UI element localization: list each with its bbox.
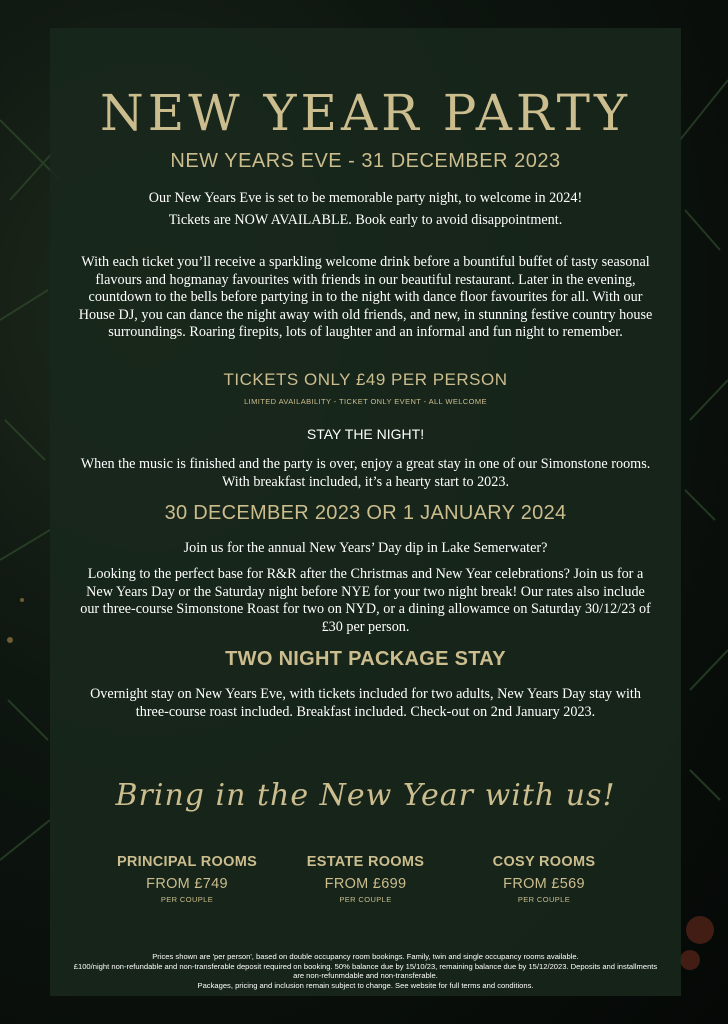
room-estate [281, 854, 451, 904]
room-price: FROM £569 [503, 876, 585, 892]
room-prices [102, 854, 629, 904]
room-name: PRINCIPAL ROOMS [116, 854, 258, 870]
room-per: PER COUPLE [160, 895, 214, 904]
dip-text: Join us for the annual New Years’ Day dip in Lake Semerwater? [183, 540, 548, 556]
room-principal [102, 854, 272, 904]
ticket-price: TICKETS ONLY £49 PER PERSON [223, 370, 508, 389]
intro-text [76, 190, 655, 229]
room-per: PER COUPLE [517, 895, 571, 904]
stay-heading: STAY THE NIGHT! [306, 426, 425, 442]
intro-line-1: Our New Years Eve is set to be memorable party night, to welcome in 2024! [148, 190, 583, 206]
alt-dates: 30 DECEMBER 2023 OR 1 JANUARY 2024 [164, 502, 567, 524]
room-name: COSY ROOMS [492, 854, 596, 870]
page-title: NEW YEAR PARTY [100, 84, 631, 142]
script-tagline: Bring in the New Year with us! [115, 778, 616, 813]
stay-text: When the music is finished and the party is over, enjoy a great stay in one of our Simonstone rooms. With breakfast included, it’s a hearty start to 2023. [80, 456, 651, 490]
fine-print-line-3: Packages, pricing and inclusion remain subject to change. See website for full terms and conditions. [197, 980, 534, 990]
package-heading: TWO NIGHT PACKAGE STAY [225, 648, 506, 670]
fine-print-line-2: £100/night non-refundable and non-transferable deposit required on booking. 50% balance due by 15/10/23, remaining balance due by 15/12/2023. Deposits and installments are non-refunmdable and non-transferable. [73, 961, 658, 981]
room-name: ESTATE ROOMS [306, 854, 425, 870]
room-price: FROM £749 [146, 876, 228, 892]
event-description: With each ticket you’ll receive a sparkling welcome drink before a bountiful buffet of tasty seasonal flavours and hogmanay favourites with friends in our beautiful restaurant. Later in the evening, countdown to the bells before partying in to the night with dance floor favourites for all. With our House DJ, you can dance the night away with old friends, and new, in stunning festive country house surroundings. Roaring firepits, lots of laughter and an informal and fun night to remember. [78, 254, 653, 341]
room-cosy [459, 854, 629, 904]
base-text: Looking to the perfect base for R&R after the Christmas and New Year celebrations? Join us for a New Years Day or the Saturday night before NYE for your two night break! Our rates also include our three-course Simonstone Roast for two on NYD, or a dining allowamce on Saturday 30/12/23 of £30 per person. [80, 566, 651, 635]
package-text: Overnight stay on New Years Eve, with tickets included for two adults, New Years Day stay with three-course roast included. Breakfast included. Check-out on 2nd January 2023. [90, 686, 641, 720]
room-price: FROM £699 [324, 876, 407, 892]
event-date: NEW YEARS EVE - 31 DECEMBER 2023 [170, 150, 561, 172]
content-panel [50, 28, 681, 996]
intro-line-2: Tickets are NOW AVAILABLE. Book early to avoid disappointment. [168, 211, 563, 228]
room-per: PER COUPLE [339, 895, 392, 904]
fine-print-line-1: Prices shown are 'per person', based on double occupancy room bookings. Family, twin and single occupancy rooms available. [152, 952, 579, 961]
ticket-note: LIMITED AVAILABILITY - TICKET ONLY EVENT - ALL WELCOME [244, 397, 487, 406]
fine-print [72, 952, 659, 990]
